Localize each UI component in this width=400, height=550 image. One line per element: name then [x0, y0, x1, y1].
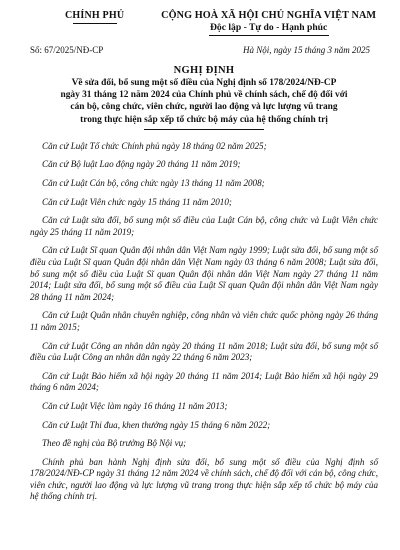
legal-basis-paragraph: Căn cứ Luật Tổ chức Chính phủ ngày 18 tháng 02 năm 2025;: [42, 140, 267, 151]
subject-line: trong thực hiện sắp xếp tổ chức bộ máy của hệ thống chính trị: [80, 114, 328, 125]
legal-basis-paragraph: Căn cứ Luật Sĩ quan Quân đội nhân dân Việt Nam ngày 1999; Luật sửa đổi, bổ sung một số điều của Luật Sĩ quan Quân đội nhân dân Việt Nam ngày 03 tháng 6 năm 2008; Luật sửa đổi, bổ sung một số điều của Luật Sĩ quan Quân đội nhân dân Việt Nam ngày 27 tháng 11 năm 2014; Luật sửa đổi, bổ sung một số điều của Luật Sĩ quan Quân đội nhân dân Việt Nam ngày 28 tháng 11 năm 2024;: [30, 245, 378, 302]
issuer-underline: [73, 23, 117, 24]
legal-basis-paragraph: Căn cứ Luật sửa đổi, bổ sung một số điều của Luật Cán bộ, công chức và Luật Viên chức ngày 25 tháng 11 năm 2019;: [30, 215, 378, 237]
issuing-agency: CHÍNH PHỦ: [64, 10, 125, 21]
document-number: Số: 67/2025/NĐ-CP: [30, 45, 104, 55]
legal-basis-paragraph: Căn cứ Luật Quân nhân chuyên nghiệp, công nhân và viên chức quốc phòng ngày 26 tháng 11 năm 2015;: [30, 310, 378, 332]
motto-underline: [209, 35, 329, 36]
national-header: [159, 10, 378, 36]
place-date: Hà Nội, ngày 15 tháng 3 năm 2025: [243, 45, 370, 55]
document-body: [30, 141, 378, 503]
subject-line: ngày 31 tháng 12 năm 2024 của Chính phủ về chính sách, chế độ đối với: [60, 90, 348, 101]
legal-basis-paragraph: Căn cứ Bộ luật Lao động ngày 20 tháng 11 năm 2019;: [42, 159, 241, 170]
document-title: [30, 65, 378, 130]
document-meta: [30, 45, 378, 55]
subject-line: Về sửa đổi, bổ sung một số điều của Nghị định số 178/2024/NĐ-CP: [71, 78, 337, 88]
country-name: CỘNG HOÀ XÃ HỘI CHỦ NGHĨA VIỆT NAM: [161, 10, 377, 21]
document-header: [30, 10, 378, 36]
legal-basis-paragraph: Căn cứ Luật Việc làm ngày 16 tháng 11 năm 2013;: [42, 400, 228, 411]
legal-basis-paragraph: Căn cứ Luật Thi đua, khen thưởng ngày 15 tháng 6 năm 2022;: [42, 419, 271, 430]
subject-line: cán bộ, công chức, viên chức, người lao động và lực lượng vũ trang: [70, 102, 338, 113]
legal-basis-paragraph: Căn cứ Luật Bảo hiểm xã hội ngày 20 tháng 11 năm 2014; Luật Bảo hiểm xã hội ngày 29 tháng 6 năm 2024;: [30, 370, 378, 393]
legal-basis-paragraph: Căn cứ Luật Cán bộ, công chức ngày 13 tháng 11 năm 2008;: [42, 178, 265, 188]
issuer-block: [30, 10, 159, 24]
legal-basis-paragraph: Căn cứ Luật Công an nhân dân ngày 20 tháng 11 năm 2018; Luật sửa đổi, bổ sung một số điều của Luật Công an nhân dân ngày 22 tháng 6 năm 2023;: [30, 340, 378, 363]
title-underline: [144, 129, 264, 130]
legal-basis-paragraph: Căn cứ Luật Viên chức ngày 15 tháng 11 năm 2010;: [42, 196, 232, 207]
national-motto: Độc lập - Tự do - Hạnh phúc: [209, 22, 328, 33]
proposal-paragraph: Theo đề nghị của Bộ trưởng Bộ Nội vụ;: [42, 438, 187, 449]
enactment-paragraph: Chính phủ ban hành Nghị định sửa đổi, bổ sung một số điều của Nghị định số 178/2024/NĐ-CP ngày 31 tháng 12 năm 2024 về chính sách, chế độ đối với cán bộ, công chức, viên chức, người lao động và lực lượng vũ trang trong thực hiện sắp xếp tổ chức bộ máy của hệ thống chính trị.: [30, 456, 378, 502]
document-type: NGHỊ ĐỊNH: [173, 65, 235, 76]
document-subject: [30, 77, 378, 126]
